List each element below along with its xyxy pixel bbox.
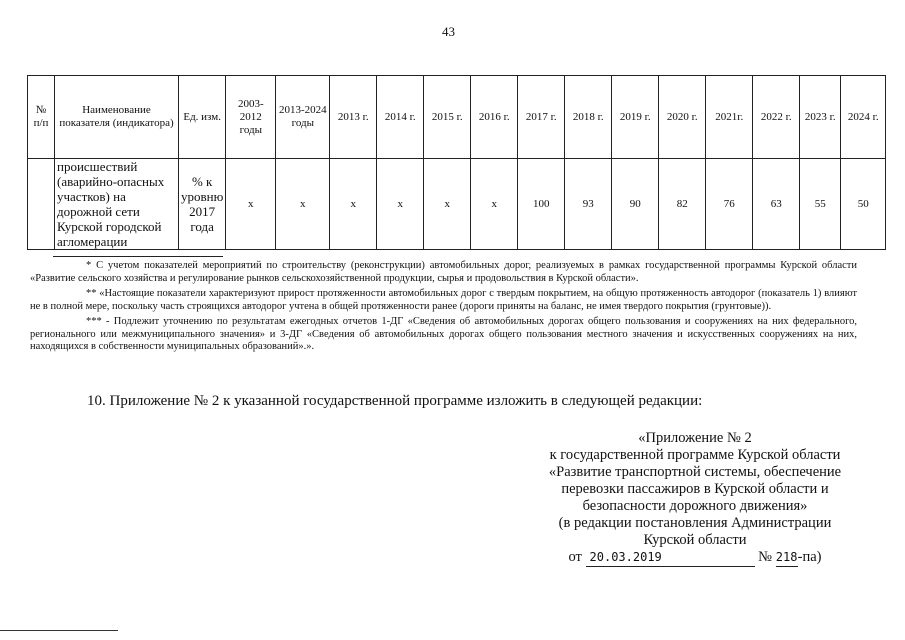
appendix-line: «Приложение № 2	[638, 430, 752, 446]
header-cell-unit: Ед. изм.	[179, 76, 226, 159]
header-cell-year: 2022 г.	[753, 76, 800, 159]
header-cell-year: 2020 г.	[659, 76, 706, 159]
header-cell-num: № п/п	[28, 76, 55, 159]
appendix-line: к государственной программе Курской области	[549, 447, 841, 463]
number-label: №	[758, 549, 772, 565]
resolution-number-field: 218	[776, 549, 798, 567]
footnotes	[30, 260, 857, 354]
header-cell-name: Наименование показателя (индикатора)	[55, 76, 179, 159]
header-cell-period-2013-2024: 2013-2024 годы	[276, 76, 330, 159]
header-cell-year: 2018 г.	[565, 76, 612, 159]
row-value-cell: x	[377, 159, 424, 250]
appendix-line: перевозки пассажиров в Курской области и	[561, 481, 829, 497]
footnote-1: * С учетом показателей мероприятий по строительству (реконструкции) автомобильных дорог, реализуемых в рамках государственной программы Курской области «Развитие сельского хозяйства и регулирование рынков сельскохозяйственной продукции, сырья и продовольствия в Курской области».	[30, 260, 857, 284]
header-cell-year: 2013 г.	[330, 76, 377, 159]
row-value-cell: 100	[518, 159, 565, 250]
item-10-paragraph: 10. Приложение № 2 к указанной государственной программе изложить в следующей редакции:	[87, 393, 703, 409]
row-value-cell: x	[330, 159, 377, 250]
row-value-cell: x	[276, 159, 330, 250]
row-value-cell: 82	[659, 159, 706, 250]
row-unit: % к уровню 2017 года	[179, 159, 226, 250]
row-value-cell: 93	[565, 159, 612, 250]
appendix-line: «Развитие транспортной системы, обеспечение	[548, 464, 842, 480]
row-value-cell: 50	[841, 159, 886, 250]
appendix-line: безопасности дорожного движения»	[582, 498, 808, 514]
header-cell-year: 2015 г.	[424, 76, 471, 159]
header-cell-year: 2024 г.	[841, 76, 886, 159]
footnote-3: *** - Подлежит уточнению по результатам ежегодных отчетов 1-ДГ «Сведения об автомобильных дорогах общего пользования и сооружениях на них федерального, регионального или межмуниципального значения» и 3-ДГ «Сведения об автомобильных дорогах общего пользования местного значения и искусственных сооружениях на них, находящихся в собственности муниципальных образований».».	[30, 316, 857, 352]
number-suffix: -па)	[797, 549, 822, 565]
header-cell-year: 2023 г.	[800, 76, 841, 159]
row-value-cell: x	[424, 159, 471, 250]
row-value-cell: x	[226, 159, 276, 250]
appendix-header	[520, 430, 870, 567]
row-value-cell: x	[471, 159, 518, 250]
header-cell-year: 2016 г.	[471, 76, 518, 159]
header-cell-year: 2019 г.	[612, 76, 659, 159]
page-number: 43	[442, 24, 455, 39]
appendix-line: Курской области	[643, 532, 747, 548]
row-value-cell: 90	[612, 159, 659, 250]
bottom-divider	[0, 630, 118, 631]
header-cell-year: 2017 г.	[518, 76, 565, 159]
row-value-cell: 63	[753, 159, 800, 250]
row-num-cell	[28, 159, 55, 250]
header-cell-period-2003-2012: 2003-2012 годы	[226, 76, 276, 159]
resolution-date-field: 20.03.2019	[586, 549, 755, 567]
table-header-row	[28, 76, 886, 159]
row-indicator-name: происшествий (аварийно-опасных участков) на дорожной сети Курской городской агломерации	[55, 159, 179, 250]
from-label: от	[568, 549, 582, 565]
appendix-line: (в редакции постановления Администрации	[558, 515, 832, 531]
indicators-table	[27, 75, 886, 250]
row-value-cell: 55	[800, 159, 841, 250]
row-value-cell: 76	[706, 159, 753, 250]
header-cell-year: 2021г.	[706, 76, 753, 159]
footnote-divider	[53, 256, 223, 257]
header-cell-year: 2014 г.	[377, 76, 424, 159]
footnote-2: ** «Настоящие показатели характеризуют прирост протяженности автомобильных дорог с твердым покрытием, на общую протяженность автодорог (показатель 1) влияют не в полной мере, поскольку часть строящихся автодорог учтена в общей протяженности ранее (дороги приняты на баланс, не имея твердого покрытия (грунтовые)).	[30, 288, 857, 312]
table-row	[28, 159, 886, 250]
resolution-date-number-line	[520, 549, 870, 567]
